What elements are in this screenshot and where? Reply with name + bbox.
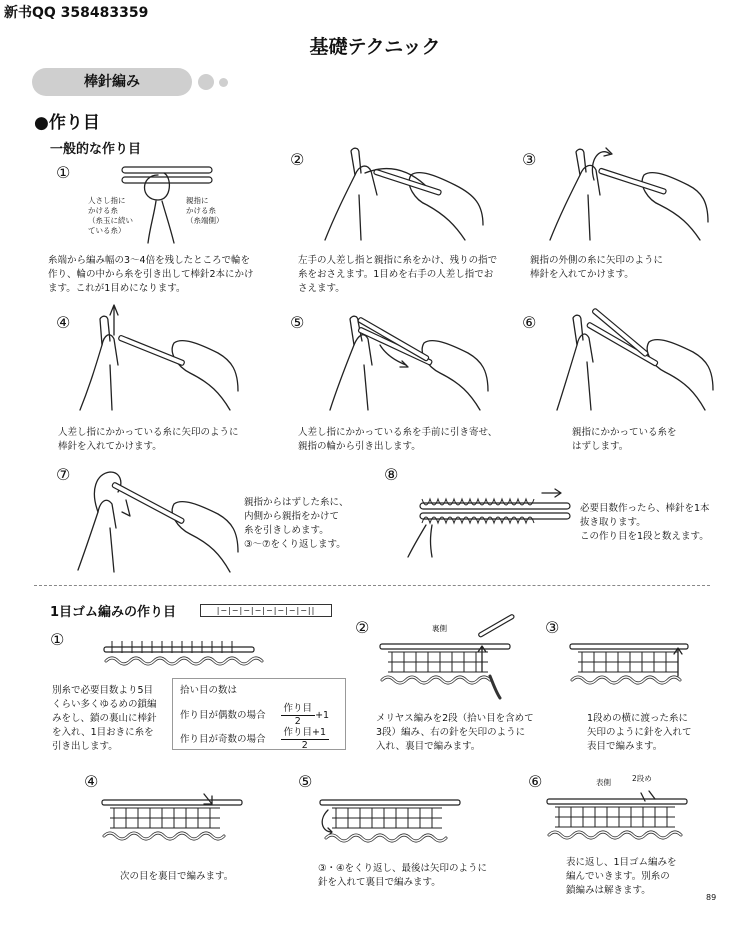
step-8-illustration (400, 485, 575, 560)
rib-step-6-caption: 表に返し、1目ゴム編みを 編んでいきます。別糸の 鎖編みは解きます。 (566, 857, 677, 896)
section-divider (34, 585, 710, 586)
step-2-caption: 左手の人差し指と親指に糸をかけ、残りの指で 糸をおさえます。1目めを右手の人差し指でお さえます。 (298, 255, 498, 294)
step-1-number: ① (56, 163, 71, 182)
step-7-caption: 親指からはずした糸に、 内側から親指をかけて 糸を引きしめます。 ③～⑦をくり返します。 (244, 497, 349, 550)
formula-even-suffix: +1 (315, 710, 330, 721)
step-5-illustration (320, 305, 490, 415)
rib-step-4-caption: 次の目を裏目で編みます。 (120, 871, 234, 882)
step-8-number: ⑧ (384, 465, 399, 484)
step-1-label-left: 人さし指に かける糸 （糸玉に続い ている糸） (88, 196, 133, 235)
rib-step-2-number: ② (355, 618, 370, 637)
step-4-illustration (70, 305, 240, 415)
rib-subtitle: 1目ゴム編みの作り目 (50, 605, 177, 620)
step-7-number: ⑦ (56, 465, 71, 484)
step-8-caption: 必要目数作ったら、棒針を1本 抜き取ります。 この作り目を1段と数えます。 (580, 503, 710, 542)
decor-dot-large (198, 74, 214, 90)
step-1-caption: 糸端から編み幅の3～4倍を残したところで輪を 作り、輪の中から糸を引き出して棒針2本にかけ ます。これが1目めになります。 (48, 255, 254, 294)
qq-watermark: 新书QQ 358483359 (4, 5, 149, 21)
decor-dot-small (219, 78, 228, 87)
rib-step-1-caption: 別糸で必要目数より5目 くらい多くゆるめの鎖編 みをし、鎖の裏山に棒針 を入れ、1目おきに糸を 引き出します。 (52, 685, 157, 752)
formula-even-label: 作り目が偶数の場合 (180, 710, 266, 721)
step-6-illustration (545, 300, 715, 415)
formula-odd-fraction: $\frac{\text{作り目+1}}{2}$ (281, 727, 330, 752)
rib-step-2-caption: メリヤス編みを2段（拾い目を含めて 3段）編み、右の針を矢印のように 入れ、裏目で編みます。 (376, 713, 534, 752)
second-row-label: 2段め (632, 774, 652, 783)
formula-odd-label: 作り目が奇数の場合 (180, 734, 266, 745)
back-side-label: 裏側 (432, 624, 447, 633)
rib-step-3-illustration (568, 630, 718, 700)
rib-step-5-illustration (318, 780, 468, 855)
section-pill: 棒針編み (32, 68, 192, 96)
step-3-illustration (540, 140, 710, 245)
rib-step-6-number: ⑥ (528, 772, 543, 791)
step-4-caption: 人差し指にかかっている糸に矢印のように 棒針を入れてかけます。 (58, 427, 239, 452)
step-3-number: ③ (522, 150, 537, 169)
rib-step-5-caption: ③・④をくり返し、最後は矢印のように 針を入れて裏目で編みます。 (318, 863, 488, 888)
rib-symbol-box: |−|−|−|−|−|−|−|−|| (200, 604, 332, 617)
step-6-number: ⑥ (522, 313, 537, 332)
front-side-label: 表側 (596, 778, 611, 787)
rib-step-4-number: ④ (84, 772, 99, 791)
formula-heading: 拾い目の数は (180, 685, 238, 696)
step-5-number: ⑤ (290, 313, 305, 332)
page-number: 89 (706, 893, 717, 902)
formula-even-fraction: $\frac{\text{作り目}}{2}$ (281, 703, 316, 728)
rib-step-1-number: ① (50, 630, 65, 649)
step-2-number: ② (290, 150, 305, 169)
step-4-number: ④ (56, 313, 71, 332)
section-title: ●作り目 (34, 113, 100, 133)
step-3-caption: 親指の外側の糸に矢印のように 棒針を入れてかけます。 (530, 255, 664, 280)
formula-box (172, 678, 346, 750)
rib-step-1-illustration (100, 635, 260, 675)
formula-even-row (180, 703, 329, 728)
step-6-caption: 親指にかかっている糸を はずします。 (572, 427, 677, 452)
step-2-illustration (315, 145, 485, 245)
cast-on-subtitle: 一般的な作り目 (50, 142, 142, 157)
rib-step-3-number: ③ (545, 618, 560, 637)
rib-step-3-caption: 1段めの横に渡った糸に 矢印のように針を入れて 表目で編みます。 (587, 713, 692, 752)
step-1-label-right: 親指に かける糸 （糸端側） (186, 196, 224, 225)
page-title: 基礎テクニック (309, 36, 441, 58)
step-5-caption: 人差し指にかかっている糸を手前に引き寄せ、 親指の輪から引き出します。 (298, 427, 498, 452)
rib-step-4-illustration (100, 780, 250, 850)
rib-step-5-number: ⑤ (298, 772, 313, 791)
rib-step-6-illustration (545, 785, 705, 850)
formula-odd-row (180, 727, 329, 752)
rib-step-2-illustration (378, 630, 538, 700)
step-7-illustration (70, 460, 240, 575)
